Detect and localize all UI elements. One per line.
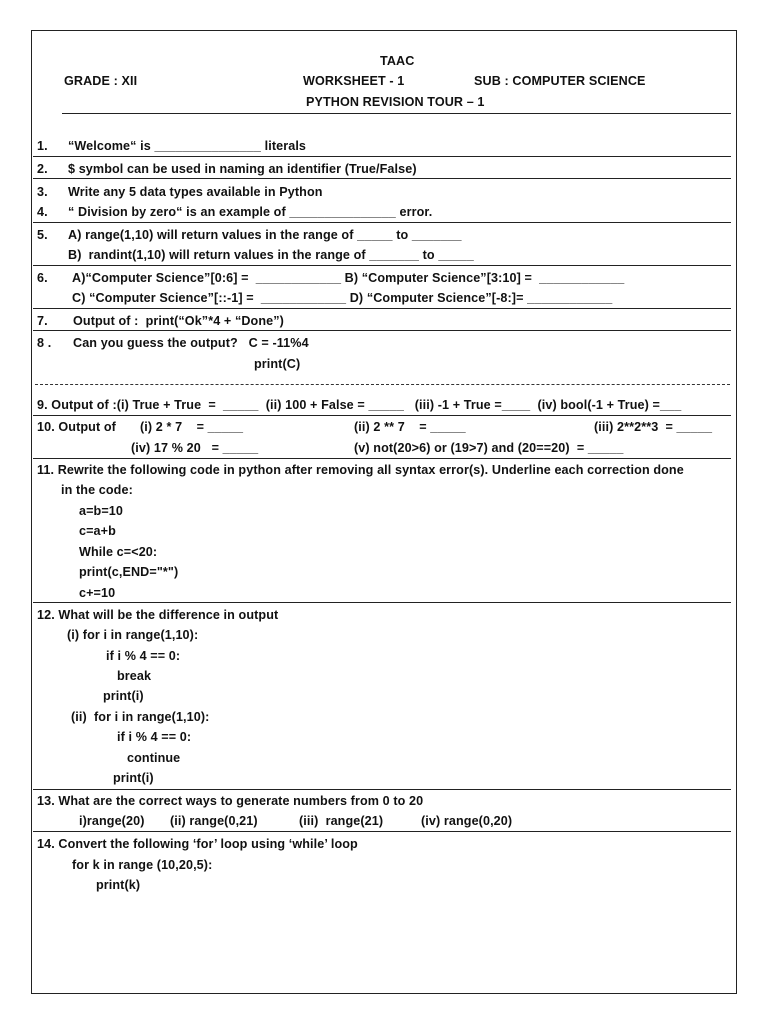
q8-code-line: print(C) [254,357,301,371]
q14-text: 14. Convert the following ‘for’ loop using ‘while’ loop [37,837,358,851]
q5-part-b: B) randint(1,10) will return values in the range of _______ to _____ [68,248,474,262]
divider [33,458,731,459]
q2-text: $ symbol can be used in naming an identifier (True/False) [68,162,417,176]
q12-code-line: break [117,669,152,683]
q5-number: 5. [37,228,48,242]
q13-option: (iii) range(21) [299,814,384,828]
q11-code-line: print(c,END="*") [79,565,179,579]
divider [33,330,731,331]
q12-code-line: if i % 4 == 0: [106,649,181,663]
q14-code-line: print(k) [96,878,141,892]
worksheet-label: WORKSHEET - 1 [303,74,405,88]
q12-code-line: print(i) [103,689,144,703]
q14-code-line: for k in range (10,20,5): [72,858,213,872]
q13-option: (iv) range(0,20) [421,814,513,828]
q13-text: 13. What are the correct ways to generate numbers from 0 to 20 [37,794,424,808]
divider [33,222,731,223]
divider [33,308,731,309]
q1-number: 1. [37,139,48,153]
q12-code-line: continue [127,751,181,765]
q13-option: i)range(20) [79,814,145,828]
q10-part-iii: (iii) 2**2**3 = _____ [594,420,713,434]
q10-part-iv: (iv) 17 % 20 = _____ [131,441,259,455]
q6-number: 6. [37,271,48,285]
divider [33,156,731,157]
divider [33,178,731,179]
divider [33,789,731,790]
q10-part-i: (i) 2 * 7 = _____ [140,420,244,434]
q7-text: Output of : print(“Ok”*4 + “Done”) [73,314,284,328]
q13-option: (ii) range(0,21) [170,814,258,828]
q10-part-v: (v) not(20>6) or (19>7) and (20==20) = _____ [354,441,624,455]
q10-part-ii: (ii) 2 ** 7 = _____ [354,420,466,434]
q11-code-line: c=a+b [79,524,116,538]
q10-number: 10. Output of [37,420,116,434]
q1-text: “Welcome“ is _______________ literals [68,139,307,153]
q11-code-line: a=b=10 [79,504,124,518]
q5-part-a: A) range(1,10) will return values in the range of _____ to _______ [68,228,462,242]
q12-code-line: if i % 4 == 0: [117,730,192,744]
q3-number: 3. [37,185,48,199]
grade-label: GRADE : XII [64,74,138,88]
q12-code-line: (ii) for i in range(1,10): [71,710,210,724]
q4-text: “ Division by zero“ is an example of _______________ error. [68,205,433,219]
q6-part-cd: C) “Computer Science”[::-1] = ____________ D) “Computer Science”[-8:]= ____________ [72,291,613,305]
divider [33,265,731,266]
q12-code-line: (i) for i in range(1,10): [67,628,199,642]
q11-code-line: c+=10 [79,586,116,600]
divider [62,113,731,114]
worksheet-title: PYTHON REVISION TOUR – 1 [306,95,485,109]
q8-text: Can you guess the output? C = -11%4 [73,336,309,350]
q9-text: 9. Output of :(i) True + True = _____ (ii) 100 + False = _____ (iii) -1 + True =____ (iv) bool(-1 + True) =___ [37,398,682,412]
q3-text: Write any 5 data types available in Python [68,185,323,199]
divider [33,831,731,832]
q11-text-cont: in the code: [61,483,133,497]
divider [33,415,731,416]
q12-text: 12. What will be the difference in output [37,608,279,622]
q11-code-line: While c=<20: [79,545,158,559]
q11-text: 11. Rewrite the following code in python after removing all syntax error(s). Underline each correction done [37,463,684,477]
q2-number: 2. [37,162,48,176]
q7-number: 7. [37,314,48,328]
q4-number: 4. [37,205,48,219]
dashed-separator [35,384,730,385]
q6-part-ab: A)“Computer Science”[0:6] = ____________ B) “Computer Science”[3:10] = ____________ [72,271,625,285]
school-name: TAAC [380,54,415,68]
q12-code-line: print(i) [113,771,154,785]
divider [33,602,731,603]
subject-label: SUB : COMPUTER SCIENCE [474,74,646,88]
q8-number: 8 . [37,336,52,350]
